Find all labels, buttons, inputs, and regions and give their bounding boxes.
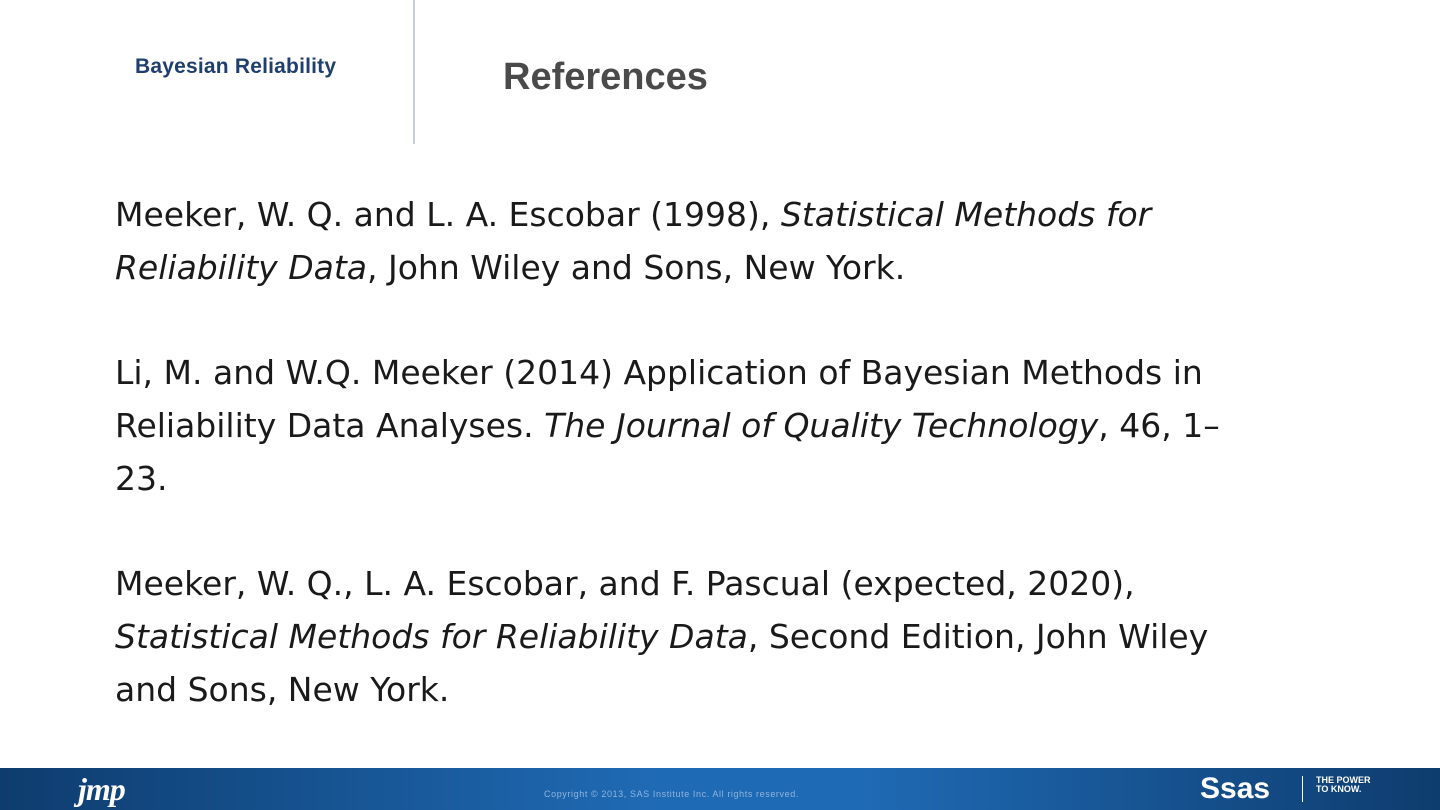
reference-text: Li, M. and W.Q. Meeker (2014) Application of Bayesian Methods in Reliability Data Analyses. [115,353,1203,445]
slide-title: References [503,56,708,98]
reference-text: Meeker, W. Q. and L. A. Escobar (1998), [115,195,781,234]
reference-item [115,188,1235,294]
references-list [115,188,1235,716]
reference-text: , 46, 1–23. [115,406,1220,498]
deck-title: Bayesian Reliability [135,55,337,78]
reference-title: The Journal of Quality Technology [544,406,1099,445]
sas-tagline: THE POWER TO KNOW. [1316,775,1371,794]
reference-title: Statistical Methods for Reliability Data [115,617,748,656]
reference-text: , Second Edition, John Wiley and Sons, New York. [115,617,1209,709]
reference-text: , John Wiley and Sons, New York. [367,248,906,287]
copyright-notice: Copyright © 2013, SAS Institute Inc. All rights reserved. [544,789,799,799]
logo-separator [1302,776,1303,802]
reference-title: Statistical Methods for Reliability Data [115,195,1152,287]
reference-text: Meeker, W. Q., L. A. Escobar, and F. Pascual (expected, 2020), [115,564,1135,603]
footer-bar [0,768,1440,810]
jmp-logo: jmp [78,771,125,807]
header-divider [413,0,415,144]
reference-item [115,557,1235,716]
sas-logo: Ssas [1200,772,1271,805]
reference-item [115,346,1235,505]
